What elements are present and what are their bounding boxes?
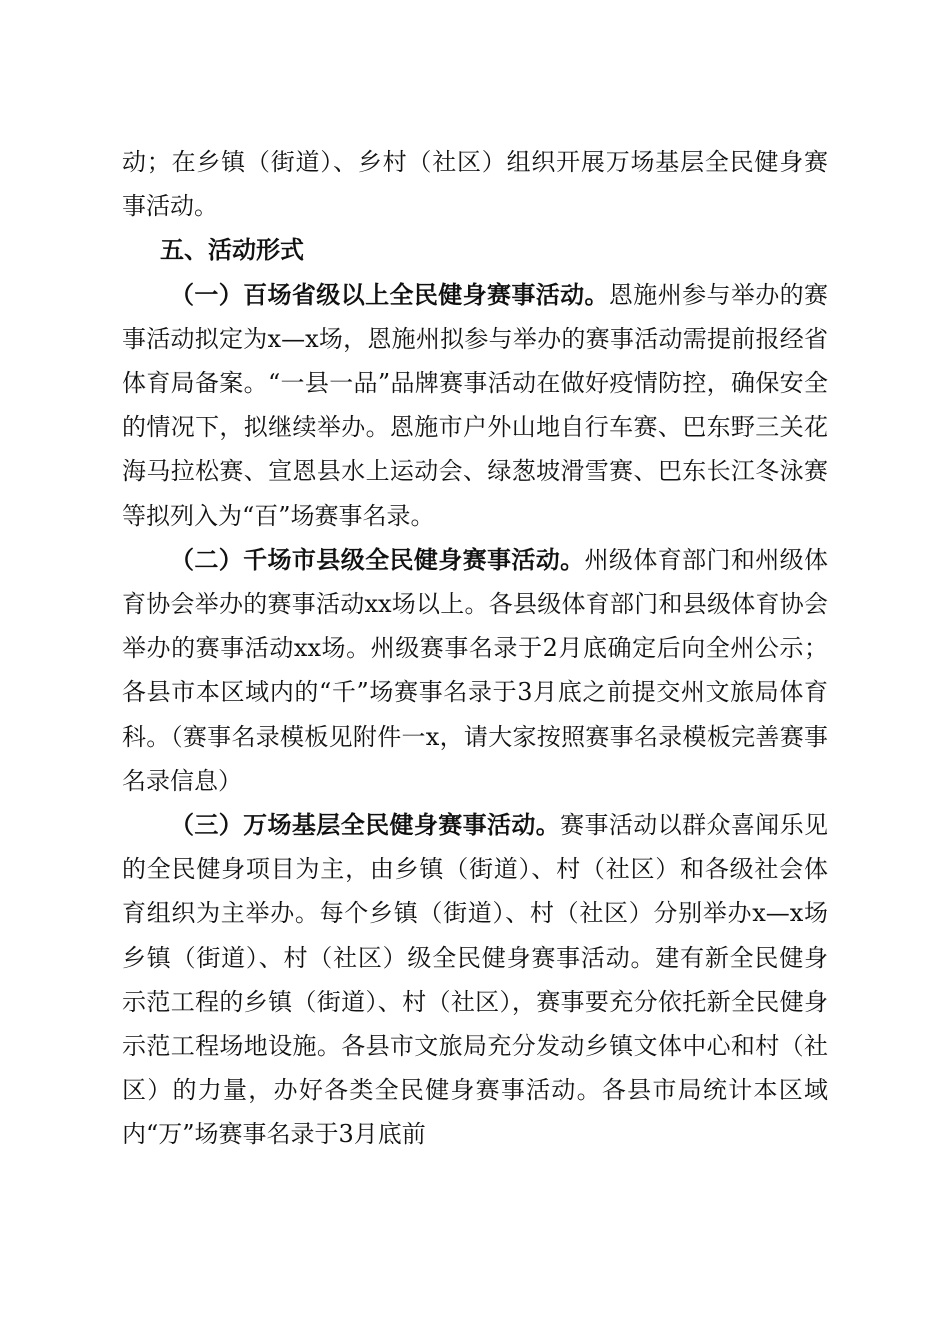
item-lead-2: （二）千场市县级全民健身赛事活动。 — [170, 545, 585, 574]
item-body-2: 州级体育部门和州级体育协会举办的赛事活动xx场以上。各县级体育部门和县级体育协会举办的赛事活动xx场。州级赛事名录于2月底确定后向全州公示；各县市本区域内的“千”场赛事名录于3月底之前提交州文旅局体育科。（赛事名录模板见附件一x，请大家按照赛事名录模板完善赛事名录信息） — [122, 545, 829, 795]
item-paragraph-1 — [122, 273, 828, 538]
item-paragraph-3 — [122, 803, 828, 1157]
continuation-paragraph: 动；在乡镇（街道）、乡村（社区）组织开展万场基层全民健身赛事活动。 — [122, 148, 828, 221]
document-body — [122, 140, 828, 1157]
item-body-1: 恩施州参与举办的赛事活动拟定为x—x场，恩施州拟参与举办的赛事活动需提前报经省体育局备案。“一县一品”品牌赛事活动在做好疫情防控，确保安全的情况下，拟继续举办。恩施市户外山地自行车赛、巴东野三关花海马拉松赛、宣恩县水上运动会、绿葱坡滑雪赛、巴东长江冬泳赛等拟列入为“百”场赛事名录。 — [122, 280, 828, 530]
item-lead-1: （一）百场省级以上全民健身赛事活动。 — [170, 280, 609, 309]
section-heading: 五、活动形式 — [160, 236, 304, 265]
item-lead-3: （三）万场基层全民健身赛事活动。 — [170, 811, 561, 840]
item-body-3: 赛事活动以群众喜闻乐见的全民健身项目为主，由乡镇（街道）、村（社区）和各级社会体育组织为主举办。每个乡镇（街道）、村（社区）分别举办x—x场乡镇（街道）、村（社区）级全民健身赛事活动。建有新全民健身示范工程的乡镇（街道）、村（社区），赛事要充分依托新全民健身示范工程场地设施。各县市文旅局充分发动乡镇文体中心和村（社区）的力量，办好各类全民健身赛事活动。各县市局统计本区域内“万”场赛事名录于3月底前 — [122, 811, 829, 1149]
item-paragraph-2 — [122, 538, 828, 803]
